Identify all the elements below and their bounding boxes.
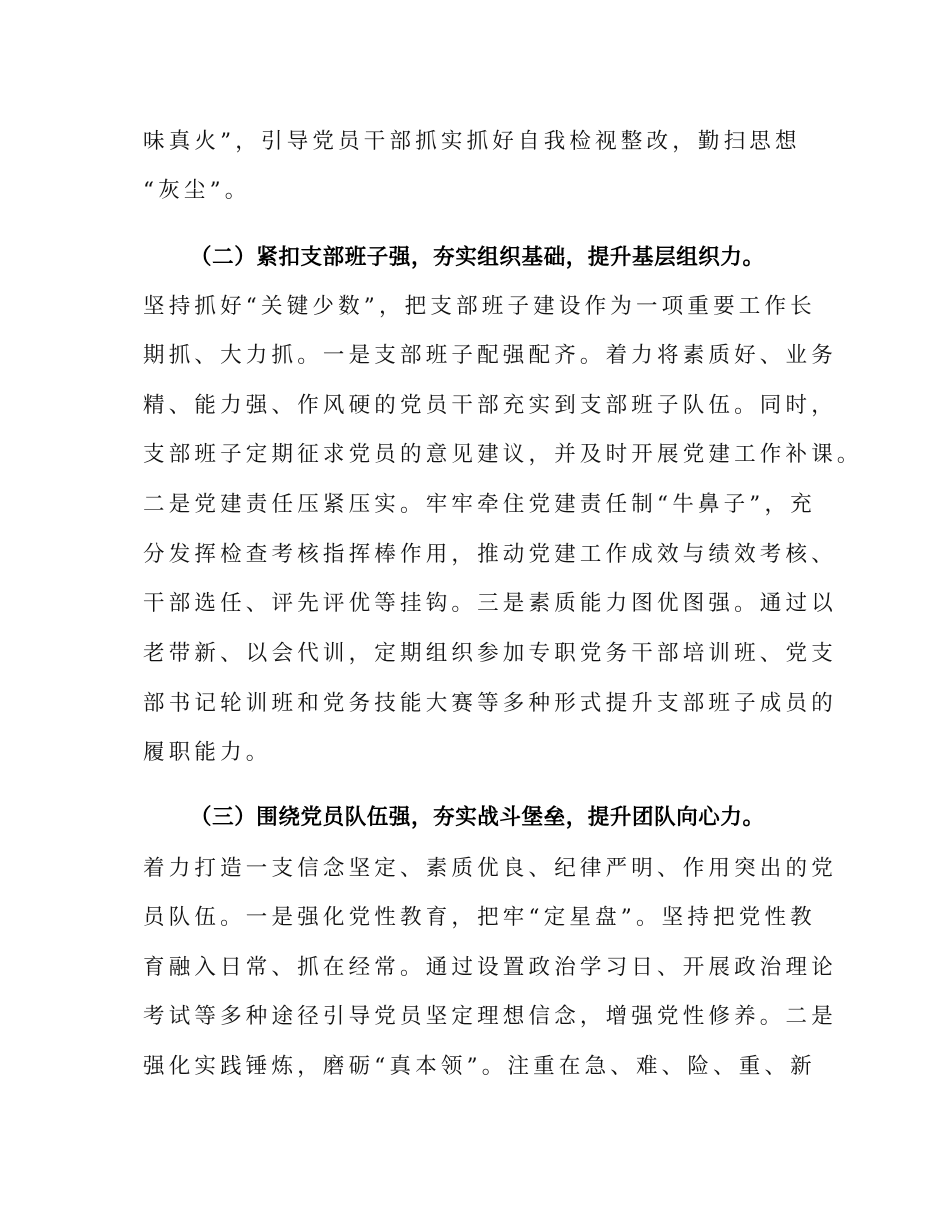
paragraph-line: 味真火”，引导党员干部抓实抓好自我检视整改，勤扫思想 [143,129,801,154]
paragraph-line: 二是党建责任压紧压实。牢牢牵住党建责任制“牛鼻子”，充 [143,492,816,517]
paragraph-line: 育融入日常、抓在经常。通过设置政治学习日、开展政治理论 [143,955,837,980]
paragraph-line: 老带新、以会代训，定期组织参加专职党务干部培训班、党支 [143,641,837,666]
paragraph-line: 支部班子定期征求党员的意见建议，并及时开展党建工作补课。 [143,442,863,467]
paragraph-line: 精、能力强、作风硬的党员干部充实到支部班子队伍。同时， [143,393,837,418]
paragraph-line: 着力打造一支信念坚定、素质优良、纪律严明、作用突出的党 [143,856,837,881]
section-heading-2: （二）紧扣支部班子强，夯实组织基础，提升基层组织力。 [190,245,765,270]
paragraph-line: 强化实践锤炼，磨砺“真本领”。注重在急、难、险、重、新 [143,1054,816,1079]
paragraph-line: 考试等多种途径引导党员坚定理想信念，增强党性修养。二是 [143,1004,837,1029]
paragraph-line: 分发挥检查考核指挥棒作用，推动党建工作成效与绩效考核、 [143,542,837,567]
paragraph-line: 员队伍。一是强化党性教育，把牢“定星盘”。坚持把党性教 [143,905,816,930]
section-heading-3: （三）围绕党员队伍强，夯实战斗堡垒，提升团队向心力。 [190,805,765,830]
paragraph-line: 干部选任、评先评优等挂钩。三是素质能力图优图强。通过以 [143,591,837,616]
paragraph-line: 坚持抓好“关键少数”，把支部班子建设作为一项重要工作长 [143,294,816,319]
paragraph-line: 部书记轮训班和党务技能大赛等多种形式提升支部班子成员的 [143,691,837,716]
paragraph-line: 期抓、大力抓。一是支部班子配强配齐。着力将素质好、业务 [143,343,837,368]
paragraph-line: “灰尘”。 [143,178,251,203]
paragraph-line: 履职能力。 [143,740,272,765]
